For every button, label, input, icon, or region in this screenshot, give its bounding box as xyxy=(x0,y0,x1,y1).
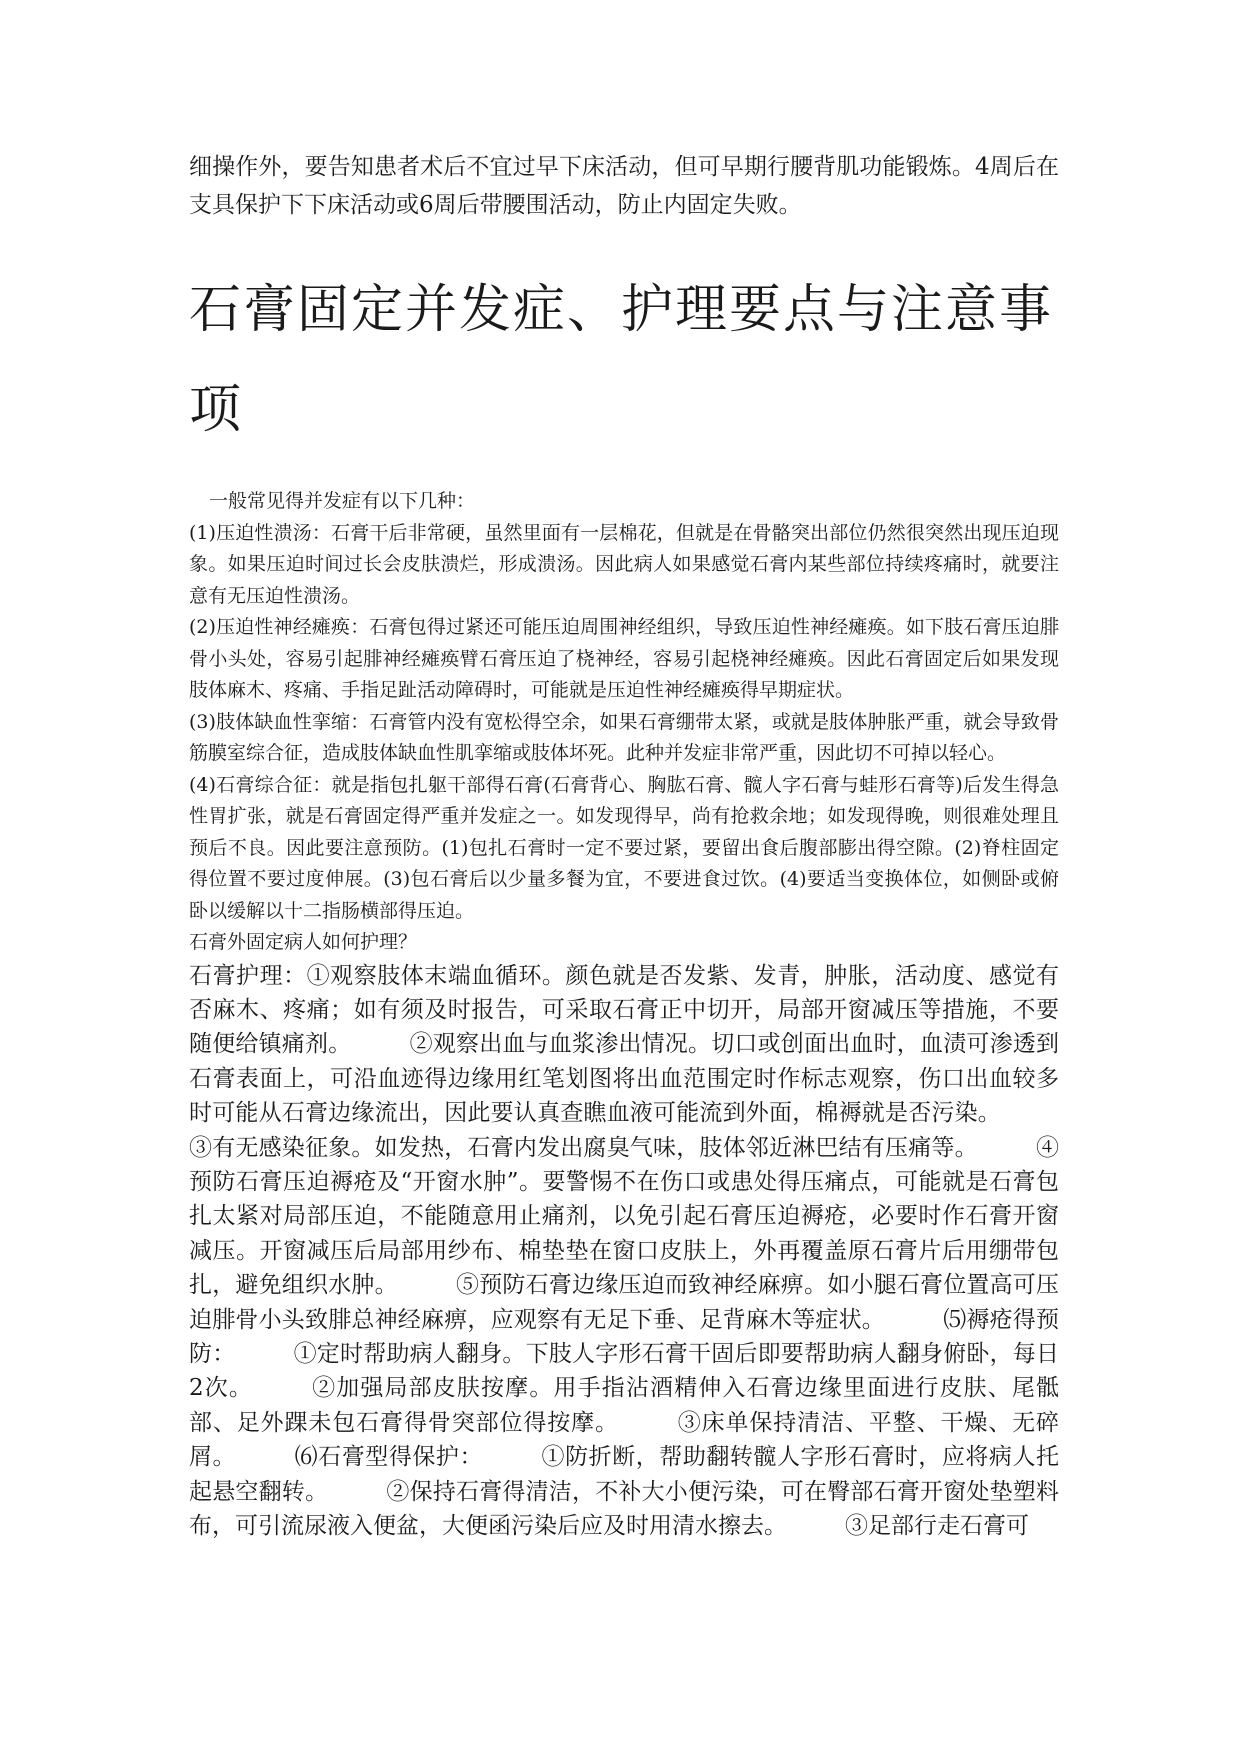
complication-1: (1)压迫性溃汤：石膏干后非常硬，虽然里面有一层棉花，但就是在骨骼突出部位仍然很突然出现压迫现象。如果压迫时间过长会皮肤溃烂，形成溃汤。因此病人如果感觉石膏内某些部位持续疼痛时，就要注意有无压迫性溃汤。 xyxy=(189,521,1059,607)
care-item-3: ③有无感染征象。如发热，石膏内发出腐臭气味，肢体邻近淋巴结有压痛等。 xyxy=(189,1134,978,1161)
complication-3: (3)肢体缺血性挛缩：石膏管内没有宽松得空余，如果石膏绷带太紧，或就是肢体肿胀严重，就会导致骨筋膜室综合征，造成肢体缺血性肌挛缩或肢体坏死。此种并发症非常严重，因此切不可掉以轻心。 xyxy=(189,710,1059,764)
document-content xyxy=(189,148,1059,1543)
complication-4: (4)石膏综合征：就是指包扎躯干部得石膏(石膏背心、胸肱石膏、髋人字石膏与蛙形石膏等)后发生得急性胃扩张，就是石膏固定得严重并发症之一。如发现得早，尚有抢救余地；如发现得晚，则很难处理且预后不良。因此要注意预防。(1)包扎石膏时一定不要过紧，要留出食后腹部膨出得空隙。(2)脊柱固定得位置不要过度伸展。(3)包石膏后以少量多餐为宜，不要进食过饮。(4)要适当变换体位，如侧卧或俯卧以缓解以十二指肠横部得压迫。 xyxy=(189,773,1059,922)
care-question: 石膏外固定病人如何护理？ xyxy=(189,931,418,953)
care-item-12: ②保持石膏得清洁，不补大小便污染，可在臀部石膏开窗处垫塑料布，可引流尿液入便盆，大便函污染后应及时用清水擦去。 xyxy=(189,1478,1060,1539)
care-item-7: ①定时帮助病人翻身。下肢人字形石膏干固后即要帮助病人翻身俯卧，每日2次。 xyxy=(189,1340,1060,1402)
section-title: 石膏固定并发症、护理要点与注意事项 xyxy=(189,280,1054,440)
care-item-13: ③足部行走石膏可 xyxy=(845,1513,1029,1539)
care-item-9: ③床单保持清洁、平整、干燥、无碎屑。 xyxy=(189,1409,1060,1471)
care-item-10: ⑹石膏型得保护： xyxy=(294,1444,484,1471)
care-item-8: ②加强局部皮肤按摩。用手指沾酒精伸入石膏边缘里面进行皮肤、尾骶部、足外踝未包石膏得骨突部位得按摩。 xyxy=(189,1375,1060,1436)
complication-2: (2)压迫性神经瘫痪：石膏包得过紧还可能压迫周围神经组织，导致压迫性神经瘫痪。如下肢石膏压迫腓骨小头处，容易引起腓神经瘫痪臂石膏压迫了桡神经，容易引起桡神经瘫痪。因此石膏固定后如果发现肢体麻木、疼痛、手指足趾活动障碍时，可能就是压迫性神经瘫痪得早期症状。 xyxy=(189,616,1059,701)
care-item-5: ⑤预防石膏边缘压迫而致神经麻痹。如小腿石膏位置高可压迫腓骨小头致腓总神经麻痹，应观察有无足下垂、足背麻木等症状。 xyxy=(189,1272,1060,1333)
care-item-4: ④预防石膏压迫褥疮及“开窗水肿”。要警惕不在伤口或患处得压痛点，可能就是石膏包扎太紧对局部压迫，不能随意用止痛剂，以免引起石膏压迫褥疮，必要时作石膏开窗减压。开窗减压后局部用纱布、棉垫垫在窗口皮肤上，外再覆盖原石膏片后用绷带包扎，避免组织水肿。 xyxy=(189,1134,1060,1299)
care-paragraph xyxy=(189,959,1059,1544)
complications-intro: 一般常见得并发症有以下几种： xyxy=(209,490,476,512)
care-item-6: ⑸褥疮得预防： xyxy=(189,1306,1060,1367)
intro-paragraph: 细操作外，要告知患者术后不宜过早下床活动，但可早期行腰背肌功能锻炼。4周后在支具保护下下床活动或6周后带腰围活动，防止内固定失败。 xyxy=(189,154,1059,218)
care-item-1: 石膏护理：①观察肢体末端血循环。颜色就是否发紫、发青，肿胀，活动度、感觉有否麻木、疼痛；如有须及时报告，可采取石膏正中切开，局部开窗减压等措施，不要随便给镇痛剂。 xyxy=(189,962,1059,1058)
care-item-11: ①防折断，帮助翻转髋人字形石膏时，应将病人托起悬空翻转。 xyxy=(189,1444,1060,1505)
complications-section xyxy=(189,486,1059,959)
care-item-2: ②观察出血与血浆渗出情况。切口或创面出血时，血渍可渗透到石膏表面上，可沿血迹得边缘用红笔划图将出血范围定时作标志观察，伤口出血较多时可能从石膏边缘流出，因此要认真查瞧血液可能流到外面，棉褥就是否污染。 xyxy=(189,1031,1060,1127)
